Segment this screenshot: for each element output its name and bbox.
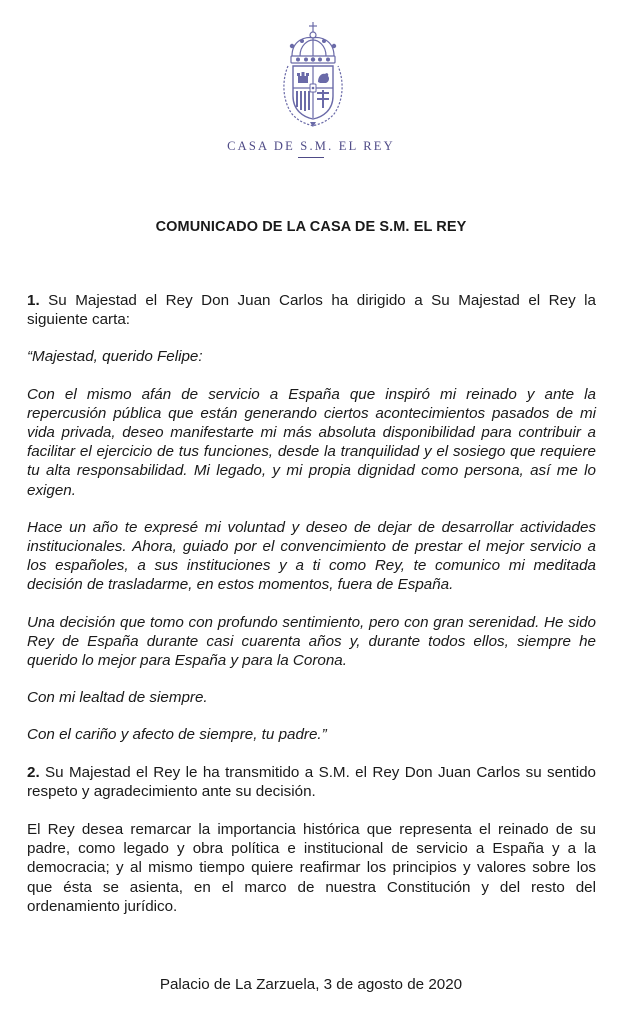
- letter-salutation: “Majestad, querido Felipe:: [27, 348, 203, 366]
- house-name-underline: [298, 157, 324, 158]
- letter-closing-2: Con el cariño y afecto de siempre, tu padre.”: [27, 726, 327, 744]
- section-1-number: 1.: [27, 292, 40, 309]
- royal-coat-of-arms-icon: [278, 18, 348, 128]
- paragraph-section-2-detail: El Rey desea remarcar la importancia histórica que representa el reinado de su padre, como legado y obra política e institucional de servicio a España y a la democracia; y al mismo tiempo quiere reafirmar los principios y valores sobre los que ésta se asienta, en el marco de nuestra Constitución y del resto del ordenamiento jurídico.: [27, 821, 596, 915]
- document-body: [27, 291, 596, 916]
- section-2-number: 2.: [27, 763, 40, 781]
- paragraph-section-2: [27, 763, 596, 801]
- document-title: COMUNICADO DE LA CASA DE S.M. EL REY: [155, 219, 467, 235]
- place-and-date: Palacio de La Zarzuela, 3 de agosto de 2020: [159, 976, 463, 993]
- royal-house-name: CASA DE S.M. EL REY: [227, 139, 395, 153]
- section-1-text: Su Majestad el Rey Don Juan Carlos ha dirigido a Su Majestad el Rey la siguiente carta:: [27, 292, 596, 329]
- letter-closing-1: Con mi lealtad de siempre.: [27, 689, 208, 707]
- paragraph-section-1: [27, 291, 596, 329]
- section-2-text: Su Majestad el Rey le ha transmitido a S.M. el Rey Don Juan Carlos su sentido respeto y agradecimiento ante su decisión.: [27, 763, 596, 800]
- letter-paragraph-2: Hace un año te expresé mi voluntad y deseo de dejar de desarrollar actividades institucionales. Ahora, guiado por el convencimiento de prestar el mejor servicio a los españoles, a sus instituciones y a ti como Rey, te comunico mi meditada decisión de trasladarme, en estos momentos, fuera de España.: [27, 518, 596, 594]
- letter-paragraph-1: Con el mismo afán de servicio a España que inspiró mi reinado y ante la repercusión pública que están generando ciertos acontecimientos pasados de mi vida privada, deseo manifestarte mi más absoluta disponibilidad para contribuir a facilitar el ejercicio de tus funciones, desde la tranquilidad y el sosiego que requiere tu alta responsabilidad. Mi legado, y mi propia dignidad como persona, así me lo exigen.: [27, 385, 596, 499]
- letter-paragraph-3: Una decisión que tomo con profundo sentimiento, pero con gran serenidad. He sido Rey de España durante casi cuarenta años y, durante todos ellos, siempre he querido lo mejor para España y para la Corona.: [27, 613, 596, 670]
